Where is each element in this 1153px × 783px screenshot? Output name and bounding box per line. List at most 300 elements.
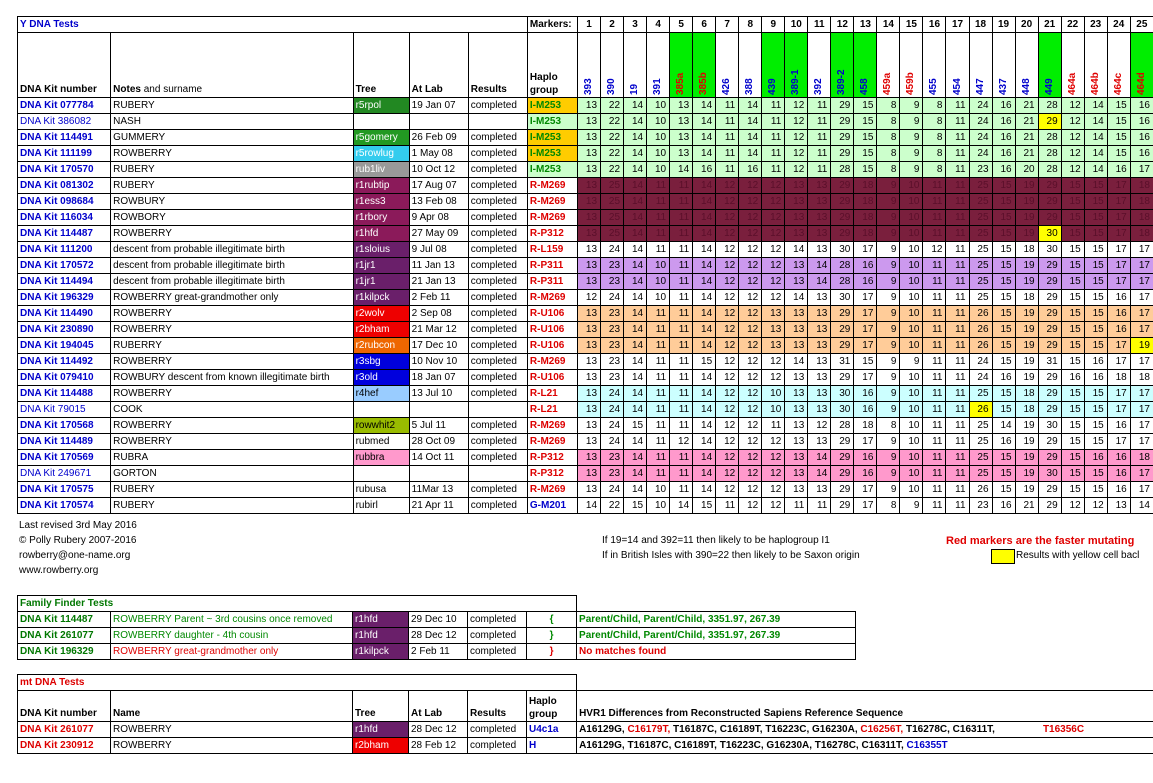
marker-value: 19 (1015, 322, 1038, 338)
marker-value: 8 (877, 146, 900, 162)
kit-number[interactable]: DNA Kit 194045 (18, 338, 111, 354)
kit-number[interactable]: DNA Kit 098684 (18, 194, 111, 210)
marker-value: 14 (693, 194, 716, 210)
marker-value: 13 (577, 194, 600, 210)
haplogroup: R-M269 (527, 290, 577, 306)
kit-number[interactable]: DNA Kit 170572 (18, 258, 111, 274)
kit-number[interactable]: DNA Kit 249671 (18, 466, 111, 482)
marker-value: 11 (762, 146, 785, 162)
ydna-row (18, 194, 1153, 210)
mt-header-haplo-line2: group (529, 709, 558, 720)
marker-value: 14 (808, 258, 831, 274)
result-status (468, 114, 527, 130)
ff-result: completed (468, 628, 527, 644)
marker-value: 11 (647, 386, 670, 402)
kit-number[interactable]: DNA Kit 079410 (18, 370, 111, 386)
marker-value: 10 (647, 498, 670, 514)
tree-code: r5rowlug (353, 146, 409, 162)
marker-value: 13 (808, 482, 831, 498)
marker-value: 11 (946, 434, 969, 450)
notes-surname: descent from probable illegitimate birth (111, 274, 353, 290)
marker-value: 15 (1107, 114, 1130, 130)
marker-value: 25 (969, 434, 992, 450)
marker-value: 31 (831, 354, 854, 370)
marker-value: 14 (693, 210, 716, 226)
marker-value: 10 (900, 242, 923, 258)
marker-value: 11 (716, 130, 739, 146)
marker-value: 13 (785, 370, 808, 386)
marker-value: 15 (1084, 482, 1107, 498)
marker-value: 11 (923, 434, 946, 450)
ydna-title: Y DNA Tests (18, 17, 528, 33)
haplogroup: R-L159 (527, 242, 577, 258)
marker-value: 12 (716, 434, 739, 450)
marker-value: 17 (1107, 338, 1130, 354)
marker-value: 13 (670, 146, 693, 162)
marker-value: 11 (923, 194, 946, 210)
marker-value: 16 (992, 130, 1015, 146)
marker-value: 11 (670, 338, 693, 354)
marker-value: 23 (601, 258, 624, 274)
ff-notes: ROWBERRY daughter - 4th cousin (111, 628, 353, 644)
marker-value: 15 (1061, 482, 1084, 498)
marker-value: 13 (785, 386, 808, 402)
kit-number[interactable]: DNA Kit 170570 (18, 162, 111, 178)
hvr-mutation: T16187C, C16189T, T16223C, G16230A, (673, 724, 861, 735)
marker-value: 12 (716, 354, 739, 370)
tree-code: r5gomery (353, 130, 409, 146)
marker-value: 23 (601, 450, 624, 466)
marker-value: 15 (1084, 418, 1107, 434)
marker-value: 11 (946, 258, 969, 274)
marker-value: 16 (1107, 290, 1130, 306)
marker-value: 14 (624, 322, 647, 338)
marker-value: 14 (670, 162, 693, 178)
marker-name-label: 448 (1020, 78, 1032, 95)
header-notes-label: Notes (113, 84, 141, 95)
marker-name (693, 33, 716, 98)
marker-number: 19 (992, 17, 1015, 33)
marker-value: 18 (854, 194, 877, 210)
marker-value: 13 (577, 274, 600, 290)
ydna-table (17, 16, 1153, 514)
marker-value: 17 (1107, 242, 1130, 258)
marker-value: 13 (808, 338, 831, 354)
ydna-row (18, 290, 1153, 306)
lab-date (409, 114, 468, 130)
mt-blank (577, 675, 1153, 691)
marker-value: 13 (577, 434, 600, 450)
marker-value: 24 (969, 114, 992, 130)
marker-value: 11 (808, 146, 831, 162)
marker-value: 16 (739, 162, 762, 178)
lab-date: 13 Jul 10 (409, 386, 468, 402)
marker-value: 11 (946, 450, 969, 466)
marker-value: 29 (831, 114, 854, 130)
kit-number[interactable]: DNA Kit 077784 (18, 98, 111, 114)
ff-tree: r1kilpck (353, 644, 409, 660)
marker-value: 17 (1130, 386, 1153, 402)
haplogroup: I-M253 (527, 130, 577, 146)
haplogroup: R-U106 (527, 322, 577, 338)
marker-value: 11 (923, 258, 946, 274)
marker-value: 11 (762, 114, 785, 130)
marker-value: 12 (739, 178, 762, 194)
marker-number: 13 (854, 17, 877, 33)
marker-value: 14 (808, 450, 831, 466)
marker-value: 8 (923, 130, 946, 146)
marker-value: 10 (900, 210, 923, 226)
marker-value: 13 (808, 354, 831, 370)
marker-value: 14 (1130, 498, 1153, 514)
result-status: completed (468, 306, 527, 322)
marker-value: 17 (1130, 258, 1153, 274)
marker-value: 11 (647, 306, 670, 322)
marker-value: 12 (577, 290, 600, 306)
ff-row (18, 612, 856, 628)
ff-notes: ROWBERRY great-grandmother only (111, 644, 353, 660)
marker-value: 11 (647, 338, 670, 354)
haplogroup: R-M269 (527, 178, 577, 194)
marker-value: 25 (969, 466, 992, 482)
kit-number[interactable]: DNA Kit 230890 (18, 322, 111, 338)
kit-number[interactable]: DNA Kit 114492 (18, 354, 111, 370)
mt-date: 28 Dec 12 (409, 722, 468, 738)
mt-header-haplo-line1: Haplo (529, 696, 557, 707)
ff-kit-number[interactable]: DNA Kit 114487 (18, 612, 111, 628)
marker-value: 29 (831, 306, 854, 322)
marker-name (831, 33, 854, 98)
marker-value: 13 (577, 418, 600, 434)
ydna-row (18, 418, 1153, 434)
marker-name-label: 389-2 (836, 69, 848, 95)
marker-value: 11 (670, 290, 693, 306)
marker-value: 30 (831, 242, 854, 258)
marker-value: 25 (969, 386, 992, 402)
haplogroup: R-M269 (527, 482, 577, 498)
hvr-mutation: A16129G, (579, 724, 628, 735)
result-status: completed (468, 162, 527, 178)
kit-number[interactable]: DNA Kit 114490 (18, 306, 111, 322)
marker-value: 19 (1015, 450, 1038, 466)
marker-value: 12 (716, 258, 739, 274)
marker-value: 29 (831, 466, 854, 482)
marker-name (1084, 33, 1107, 98)
marker-value: 24 (601, 402, 624, 418)
marker-value: 14 (693, 146, 716, 162)
marker-value: 29 (831, 226, 854, 242)
ydna-row (18, 306, 1153, 322)
marker-value: 12 (739, 370, 762, 386)
marker-value: 11 (923, 386, 946, 402)
marker-value: 10 (900, 482, 923, 498)
marker-value: 11 (923, 338, 946, 354)
marker-value: 12 (739, 354, 762, 370)
marker-value: 13 (808, 226, 831, 242)
marker-value: 14 (577, 498, 600, 514)
marker-value: 15 (1084, 466, 1107, 482)
marker-value: 12 (762, 450, 785, 466)
marker-value: 11 (762, 130, 785, 146)
lab-date: 9 Apr 08 (409, 210, 468, 226)
marker-value: 14 (693, 338, 716, 354)
marker-value: 19 (1015, 210, 1038, 226)
notes-surname: RUBERY (111, 98, 353, 114)
marker-value: 10 (900, 258, 923, 274)
revised-text: Last revised 3rd May 2016 (19, 520, 137, 531)
marker-value: 12 (785, 130, 808, 146)
haplogroup: R-P312 (527, 466, 577, 482)
haplogroup: R-P311 (527, 274, 577, 290)
marker-value: 14 (693, 418, 716, 434)
ydna-row (18, 226, 1153, 242)
marker-name (969, 33, 992, 98)
marker-value: 8 (923, 114, 946, 130)
kit-number[interactable]: DNA Kit 170574 (18, 498, 111, 514)
ff-tree: r1hfd (353, 628, 409, 644)
haplogroup: R-M269 (527, 418, 577, 434)
marker-value: 9 (877, 338, 900, 354)
marker-name-label: 464c (1112, 72, 1124, 95)
marker-value: 12 (739, 386, 762, 402)
marker-value: 12 (716, 482, 739, 498)
marker-name-label: 464b (1089, 72, 1101, 95)
marker-value: 11 (808, 114, 831, 130)
marker-value: 13 (577, 178, 600, 194)
marker-number: 4 (647, 17, 670, 33)
marker-value: 9 (877, 242, 900, 258)
marker-value: 24 (969, 130, 992, 146)
marker-value: 22 (601, 130, 624, 146)
marker-value: 12 (762, 178, 785, 194)
marker-value: 14 (624, 338, 647, 354)
kit-number[interactable]: DNA Kit 111199 (18, 146, 111, 162)
result-status (468, 466, 527, 482)
result-status: completed (468, 322, 527, 338)
marker-value: 11 (647, 450, 670, 466)
marker-value: 17 (854, 306, 877, 322)
marker-value: 10 (647, 290, 670, 306)
marker-value: 15 (1061, 402, 1084, 418)
marker-value: 13 (785, 274, 808, 290)
marker-value: 10 (647, 258, 670, 274)
marker-value: 16 (992, 162, 1015, 178)
kit-number[interactable]: DNA Kit 081302 (18, 178, 111, 194)
marker-value: 29 (1038, 306, 1061, 322)
kit-number[interactable]: DNA Kit 114494 (18, 274, 111, 290)
header-haplo-line2: group (529, 85, 559, 96)
notes-surname: ROWBERRY (111, 306, 353, 322)
marker-value: 23 (969, 498, 992, 514)
notes-surname: ROWBERRY (111, 434, 353, 450)
result-status: completed (468, 482, 527, 498)
kit-number[interactable]: DNA Kit 79015 (18, 402, 111, 418)
result-status: completed (468, 210, 527, 226)
marker-value: 13 (785, 482, 808, 498)
marker-number: 8 (739, 17, 762, 33)
marker-value: 16 (1130, 114, 1153, 130)
marker-value: 11 (946, 402, 969, 418)
mt-header-kit: DNA Kit number (18, 691, 111, 722)
marker-value: 11 (946, 162, 969, 178)
marker-value: 23 (601, 322, 624, 338)
marker-name-label: 437 (997, 78, 1009, 95)
ff-kit-number[interactable]: DNA Kit 261077 (18, 628, 111, 644)
marker-value: 18 (1015, 386, 1038, 402)
marker-value: 12 (716, 194, 739, 210)
marker-value: 26 (969, 306, 992, 322)
mt-hvr-differences (577, 738, 1153, 754)
marker-value: 16 (1130, 98, 1153, 114)
tree-code: r1sloius (353, 242, 409, 258)
marker-value: 14 (693, 130, 716, 146)
marker-value: 11 (946, 114, 969, 130)
marker-value: 17 (1107, 210, 1130, 226)
notes-surname: ROWBERRY great-grandmother only (111, 290, 353, 306)
marker-value: 24 (601, 242, 624, 258)
marker-value: 22 (601, 98, 624, 114)
marker-name-label: 389-1 (790, 69, 802, 95)
marker-value: 15 (1061, 418, 1084, 434)
marker-value: 11 (946, 178, 969, 194)
kit-number[interactable]: DNA Kit 170569 (18, 450, 111, 466)
kit-number[interactable]: DNA Kit 170575 (18, 482, 111, 498)
marker-value: 11 (946, 130, 969, 146)
ydna-row (18, 274, 1153, 290)
kit-number[interactable]: DNA Kit 114491 (18, 130, 111, 146)
kit-number[interactable]: DNA Kit 170568 (18, 418, 111, 434)
kit-number[interactable]: DNA Kit 111200 (18, 242, 111, 258)
marker-value: 17 (1107, 354, 1130, 370)
marker-value: 24 (601, 418, 624, 434)
marker-value: 15 (1107, 98, 1130, 114)
marker-value: 26 (969, 482, 992, 498)
marker-value: 11 (923, 370, 946, 386)
marker-value: 15 (1084, 386, 1107, 402)
family-finder-table (17, 595, 856, 660)
marker-value: 12 (1084, 498, 1107, 514)
marker-value: 14 (693, 322, 716, 338)
kit-number[interactable]: DNA Kit 386082 (18, 114, 111, 130)
kit-number[interactable]: DNA Kit 114488 (18, 386, 111, 402)
ff-match: No matches found (577, 644, 856, 660)
marker-value: 12 (716, 226, 739, 242)
marker-number: 12 (831, 17, 854, 33)
marker-value: 12 (762, 242, 785, 258)
marker-value: 15 (1084, 242, 1107, 258)
haplogroup: R-L21 (527, 402, 577, 418)
kit-number[interactable]: DNA Kit 114489 (18, 434, 111, 450)
marker-value: 30 (1038, 242, 1061, 258)
marker-value: 13 (785, 178, 808, 194)
marker-value: 14 (624, 146, 647, 162)
kit-number[interactable]: DNA Kit 116034 (18, 210, 111, 226)
mt-kit-number[interactable]: DNA Kit 261077 (18, 722, 111, 738)
marker-value: 16 (1130, 130, 1153, 146)
marker-name-label: 426 (721, 78, 733, 95)
marker-value: 13 (762, 322, 785, 338)
marker-value: 10 (647, 130, 670, 146)
marker-number: 23 (1084, 17, 1107, 33)
marker-value: 9 (877, 322, 900, 338)
marker-value: 13 (577, 226, 600, 242)
ff-kit-number[interactable]: DNA Kit 196329 (18, 644, 111, 660)
marker-value: 16 (854, 274, 877, 290)
marker-value: 13 (577, 146, 600, 162)
kit-number[interactable]: DNA Kit 114487 (18, 226, 111, 242)
marker-value: 9 (900, 98, 923, 114)
marker-value: 13 (1107, 498, 1130, 514)
marker-value: 15 (1084, 178, 1107, 194)
kit-number[interactable]: DNA Kit 196329 (18, 290, 111, 306)
mt-kit-number[interactable]: DNA Kit 230912 (18, 738, 111, 754)
marker-value: 13 (577, 98, 600, 114)
website-text[interactable]: www.rowberry.org (19, 565, 99, 576)
marker-value: 29 (831, 338, 854, 354)
marker-value: 11 (647, 370, 670, 386)
marker-value: 11 (647, 418, 670, 434)
marker-value: 17 (1130, 242, 1153, 258)
marker-value: 14 (670, 498, 693, 514)
marker-value: 28 (831, 274, 854, 290)
tree-code: r2rubcon (353, 338, 409, 354)
email-text[interactable]: rowberry@one-name.org (19, 550, 131, 561)
marker-value: 13 (785, 338, 808, 354)
marker-name (670, 33, 693, 98)
tree-code: rubmed (353, 434, 409, 450)
marker-value: 11 (647, 466, 670, 482)
result-status: completed (468, 338, 527, 354)
marker-value: 28 (831, 418, 854, 434)
mt-name: ROWBERRY (111, 722, 353, 738)
hvr-mutation: A16129G, (579, 740, 628, 751)
marker-number: 9 (762, 17, 785, 33)
marker-value: 13 (808, 402, 831, 418)
marker-value: 12 (716, 418, 739, 434)
header-haplo-line1: Haplo (529, 72, 558, 83)
marker-value: 14 (624, 354, 647, 370)
marker-value: 12 (1061, 162, 1084, 178)
marker-name-label: 385a (675, 72, 687, 95)
marker-value: 13 (577, 322, 600, 338)
marker-name (1015, 33, 1038, 98)
marker-value: 29 (831, 322, 854, 338)
ydna-row (18, 114, 1153, 130)
result-status: completed (468, 290, 527, 306)
marker-number: 7 (716, 17, 739, 33)
marker-value: 18 (854, 226, 877, 242)
marker-value: 14 (624, 130, 647, 146)
marker-value: 17 (854, 370, 877, 386)
ff-brace: } (527, 644, 577, 660)
notes-surname: RUBERY (111, 162, 353, 178)
marker-value: 15 (1061, 258, 1084, 274)
notes-surname: ROWBERRY (111, 322, 353, 338)
yellow-legend-text: Results with yellow cell bacl (1016, 550, 1140, 561)
marker-value: 9 (877, 306, 900, 322)
marker-value: 11 (716, 98, 739, 114)
marker-value: 14 (624, 210, 647, 226)
result-status: completed (468, 434, 527, 450)
marker-number: 22 (1061, 17, 1084, 33)
marker-value: 15 (1107, 130, 1130, 146)
marker-number: 3 (624, 17, 647, 33)
marker-value: 13 (577, 258, 600, 274)
marker-value: 10 (647, 98, 670, 114)
marker-value: 11 (946, 210, 969, 226)
marker-value: 12 (739, 290, 762, 306)
marker-value: 10 (900, 178, 923, 194)
